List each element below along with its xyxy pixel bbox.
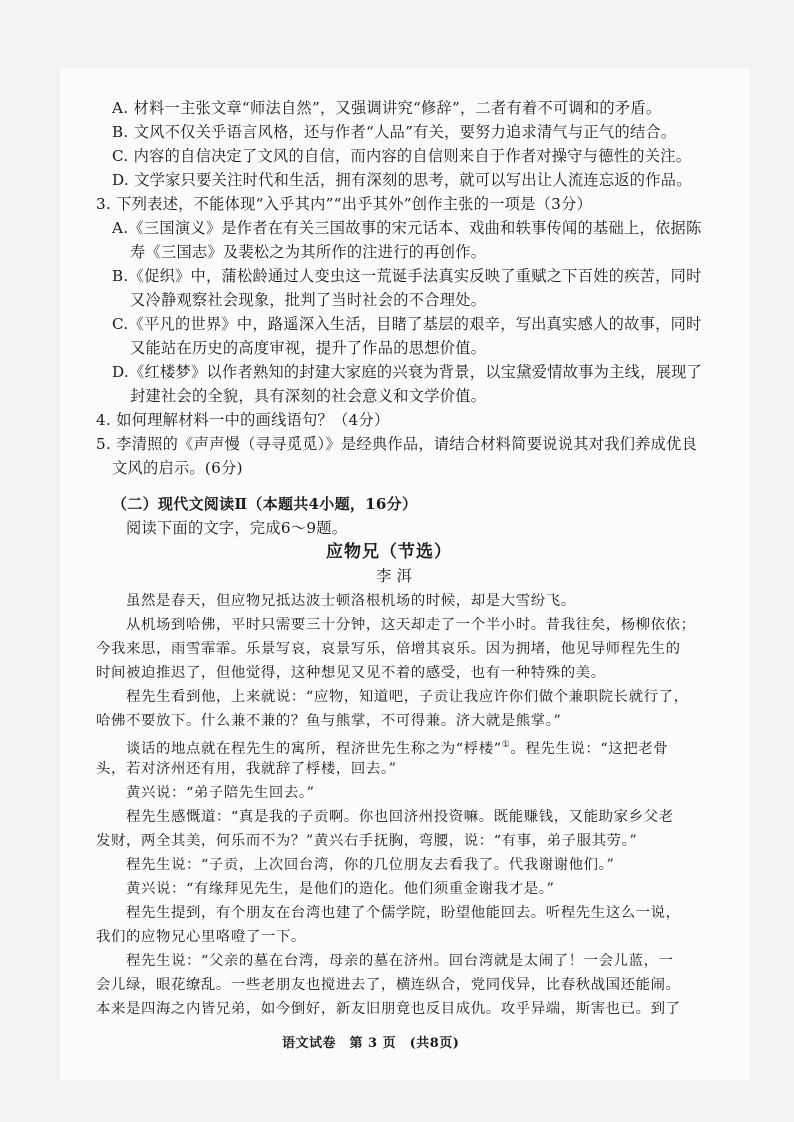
q3-option-b-line2: 又冷静观察社会现象，批判了当时社会的不合理处。 bbox=[130, 291, 487, 309]
passage-line: 程先生感慨道：“真是我的子贡啊。你也回济州投资嘛。既能赚钱，又能助家乡父老 bbox=[126, 809, 674, 825]
passage-line: 哈佛不要放下。什么兼不兼的？鱼与熊掌，不可得兼。济大就是熊掌。” bbox=[96, 713, 562, 729]
q3-option-d-line1: D.《红楼梦》以作者熟知的封建大家庭的兴衰为背景，以宝黛爱情故事为主线，展现了 bbox=[112, 363, 703, 381]
section-heading: （二）现代文阅读Ⅱ（本题共4小题，16分） bbox=[112, 495, 418, 513]
passage-text: 。程先生说：“这把老骨 bbox=[510, 740, 669, 757]
q4: 4. 如何理解材料一中的画线语句？（4分） bbox=[96, 411, 390, 429]
q3-option-a-line1: A.《三国演义》是作者在有关三国故事的宋元话本、戏曲和轶事传闻的基础上，依据陈 bbox=[112, 219, 702, 237]
passage-line: 时间被迫推迟了，但他觉得，这种想见又见不着的感受，也有一种特殊的美。 bbox=[96, 665, 606, 681]
passage-line: 今我来思，雨雪霏霏。乐景写哀，哀景写乐，倍增其哀乐。因为拥堵，他见导师程先生的 bbox=[96, 641, 681, 657]
passage-line: 程先生看到他，上来就说：“应物，知道吧，子贡让我应许你们做个兼职院长就行了， bbox=[126, 689, 689, 705]
q3-option-c-line2: 又能站在历史的高度审视，提升了作品的思想价值。 bbox=[130, 339, 487, 357]
passage-author: 李 洱 bbox=[376, 567, 413, 585]
passage-text: 谈话的地点就在程先生的寓所，程济世先生称之为“桴楼” bbox=[126, 740, 502, 757]
q5-line1: 5. 李清照的《声声慢（寻寻觅觅）》是经典作品，请结合材料简要说说其对我们养成优良 bbox=[96, 435, 698, 453]
passage-line: 程先生说：“子贡，上次回台湾，你的几位朋友去看我了。代我谢谢他们。” bbox=[126, 857, 615, 873]
q3-stem: 3. 下列表述，不能体现“入乎其内”“出乎其外”创作主张的一项是（3分） bbox=[96, 195, 593, 213]
footnote-mark: ① bbox=[501, 740, 511, 750]
section-instruction: 阅读下面的文字，完成6～9题。 bbox=[126, 519, 348, 537]
q2-option-a: A. 材料一主张文章“师法自然”，又强调讲究“修辞”，二者有着不可调和的矛盾。 bbox=[112, 99, 662, 117]
passage-line: 头，若对济州还有用，我就辞了桴楼，回去。” bbox=[96, 761, 397, 777]
passage-line: 虽然是春天，但应物兄抵达波士顿洛根机场的时候，却是大雪纷飞。 bbox=[126, 593, 576, 609]
passage-line: 黄兴说：“弟子陪先生回去。” bbox=[126, 785, 315, 801]
q3-option-c-line1: C.《平凡的世界》中，路遥深入生活，目睹了基层的艰辛，写出真实感人的故事，同时 bbox=[112, 315, 702, 333]
passage-line: 黄兴说：“有缘拜见先生，是他们的造化。他们须重金谢我才是。” bbox=[126, 881, 555, 897]
q3-option-a-line2: 寿《三国志》及裴松之为其所作的注进行的再创作。 bbox=[130, 243, 487, 261]
passage-line bbox=[126, 735, 668, 759]
passage-line: 从机场到哈佛，平时只需要三十分钟，这天却走了一个半小时。昔我往矣，杨柳依依； bbox=[126, 617, 696, 633]
q2-option-b: B. 文风不仅关乎语言风格，还与作者“人品”有关，要努力追求清气与正气的结合。 bbox=[112, 123, 677, 141]
passage-line: 我们的应物兄心里咯噔了一下。 bbox=[96, 929, 306, 945]
passage-line: 发财，两全其美，何乐而不为？”黄兴右手抚胸，弯腰，说：“有事，弟子服其劳。” bbox=[96, 833, 638, 849]
passage-line: 程先生说：“父亲的墓在台湾，母亲的墓在济州。回台湾就是太闹了！一会儿蓝，一 bbox=[126, 953, 674, 969]
page-footer: 语文试卷 第 3 页 (共8页) bbox=[282, 1036, 460, 1051]
passage-line: 程先生提到，有个朋友在台湾也建了个儒学院，盼望他能回去。听程先生这么一说， bbox=[126, 905, 681, 921]
q5-line2: 文风的启示。(6分) bbox=[112, 459, 243, 477]
passage-line: 本来是四海之内皆兄弟，如今倒好，新友旧朋竟也反目成仇。攻乎异端，斯害也已。到了 bbox=[96, 1001, 681, 1017]
passage-title: 应物兄（节选） bbox=[326, 542, 452, 562]
q2-option-c: C. 内容的自信决定了文风的自信，而内容的自信则来自于作者对操守与德性的关注。 bbox=[112, 147, 692, 165]
q3-option-b-line1: B.《促织》中，蒲松龄通过人变虫这一荒诞手法真实反映了重赋之下百姓的疾苦，同时 bbox=[112, 267, 702, 285]
q2-option-d: D. 文学家只要关注时代和生活，拥有深刻的思考，就可以写出让人流连忘返的作品。 bbox=[112, 171, 692, 189]
passage-line: 会儿绿，眼花缭乱。一些老朋友也搅进去了，横连纵合，党同伐异，比春秋战国还能闹。 bbox=[96, 977, 681, 993]
q3-option-d-line2: 封建社会的全貌，具有深刻的社会意义和文学价值。 bbox=[130, 387, 487, 405]
